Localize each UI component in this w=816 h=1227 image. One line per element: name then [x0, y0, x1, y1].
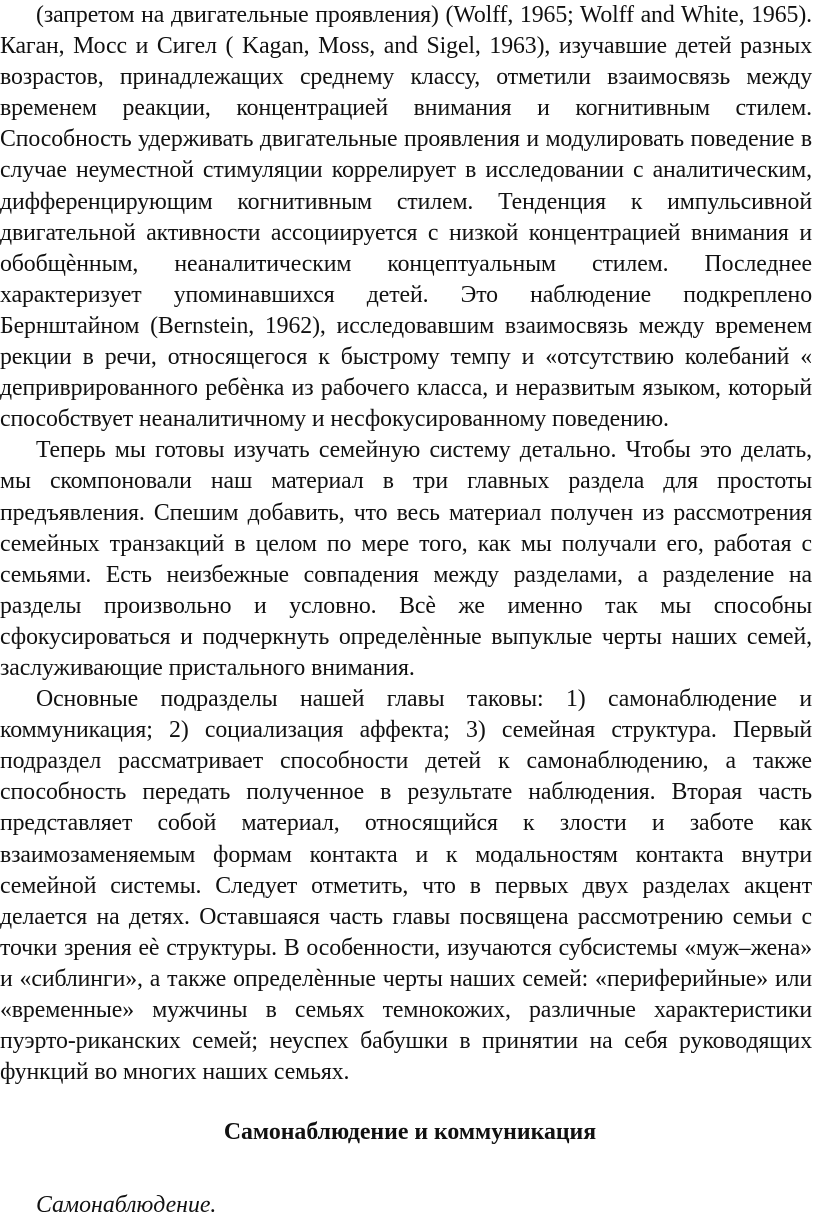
paragraph-continued: (запретом на двигательные проявления) (Wolff, 1965; Wolff and White, 1965). Каган, Мосс и Сигел ( Kagan, Moss, and Sigel, 1963), изучавшие детей разных возрастов, принадлежащих среднему классу, отметили взаимосвязь между временем реакции, концентрацией внимания и когнитивным стилем. Способность удерживать двигательные проявления и модулировать поведение в случае неуместной стимуляции коррелирует в исследовании с аналитическим, дифференцирующим когнитивным стилем. Тенденция к импульсивной двигательной активности ассоциируется с низкой концентрацией внимания и обобщѐнным, неаналитическим концептуальным стилем. Последнее характеризует упоминавшихся детей. Это наблюдение подкреплено Бернштайном (Bernstein, 1962), исследовавшим взаимосвязь между временем рекции в речи, относящегося к быстрому темпу и «отсутствию колебаний « деприврированного ребѐнка из рабочего класса, и неразвитым языком, который способствует неаналитичному и несфокусированному поведению.	[0, 2, 812, 433]
subsection-heading: Самонаблюдение.	[36, 1192, 217, 1218]
section-heading: Самонаблюдение и коммуникация	[223, 1119, 597, 1145]
paragraph-family-system: Теперь мы готовы изучать семейную систему детально. Чтобы это делать, мы скомпоновали наш материал в три главных раздела для простоты предъявления. Спешим добавить, что весь материал получен из рассмотрения семейных транзакций в целом по мере того, как мы получали его, работая с семьями. Есть неизбежные совпадения между разделами, а разделение на разделы произвольно и условно. Всѐ же именно так мы способны сфокусироваться и подчеркнуть определѐнные выпуклые черты наших семей, заслуживающие пристального внимания.	[0, 437, 812, 681]
paragraph-chapter-subsections: Основные подразделы нашей главы таковы: 1) самонаблюдение и коммуникация; 2) социализация аффекта; 3) семейная структура. Первый подраздел рассматривает способности детей к самонаблюдению, а также способность передать полученное в результате наблюдения. Вторая часть представляет собой материал, относящийся к злости и заботе как взаимозаменяемым формам контакта и к модальностям контакта внутри семейной системы. Следует отметить, что в первых двух разделах акцент делается на детях. Оставшаяся часть главы посвящена рассмотрению семьи с точки зрения еѐ структуры. В особенности, изучаются субсистемы «муж–жена» и «сиблинги», а также определѐнные черты наших семей: «периферийные» или «временные» мужчины в семьях темнокожих, различные характеристики пуэрто-риканских семей; неуспех бабушки в принятии на себя руководящих функций во многих наших семьях.	[0, 686, 812, 1086]
